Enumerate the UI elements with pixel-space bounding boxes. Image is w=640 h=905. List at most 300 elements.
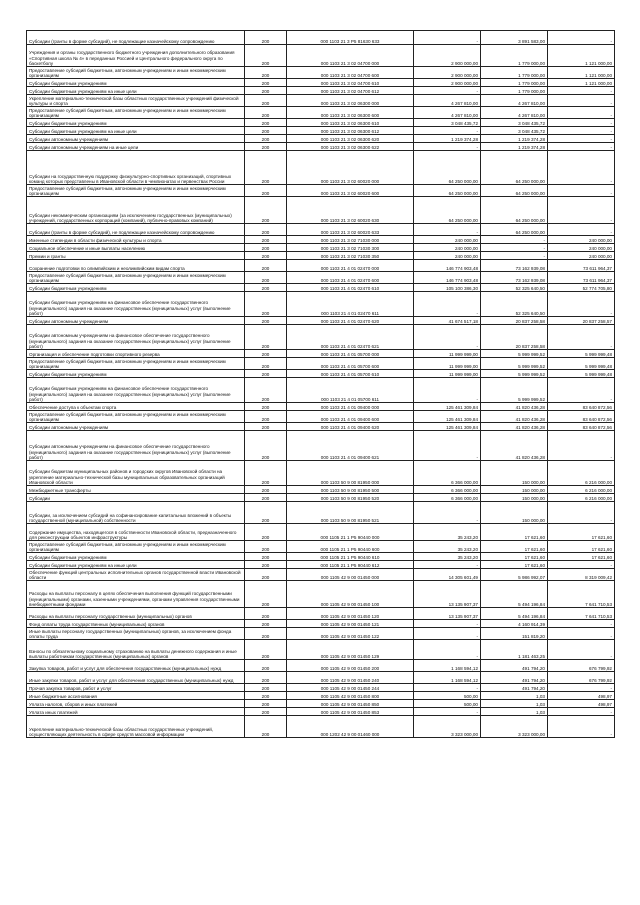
row-code-cell: 200 [245, 608, 287, 620]
table-row [27, 284, 615, 292]
row-unexecuted-amount-cell: - [548, 708, 615, 716]
row-budget-classification-cell: 000 1103 21 4 01 02470 600 [287, 272, 414, 284]
row-executed-amount-cell: 1,03 [481, 708, 548, 716]
row-budget-classification-cell: 000 1103 21 3 02 04700 610 [287, 79, 414, 87]
row-unexecuted-amount-cell: - [548, 151, 615, 185]
row-name-cell: Иные выплаты персоналу государственных (муниципальных) органов, за исключением фонда оплаты труда [27, 628, 245, 640]
row-name-cell: Субсидии бюджетным учреждениям на иные цели [27, 561, 245, 569]
row-budget-classification-cell: 000 1105 42 9 00 01450 850 [287, 700, 414, 708]
row-budget-classification-cell: 000 1103 21 4 01 02470 000 [287, 260, 414, 272]
table-row [27, 431, 615, 461]
row-code-cell: 200 [245, 716, 287, 738]
row-code-cell: 200 [245, 284, 287, 292]
table-row [27, 640, 615, 660]
row-executed-amount-cell: 52 325 640,50 [481, 292, 548, 317]
row-unexecuted-amount-cell: - [548, 684, 615, 692]
row-approved-amount-cell: - [414, 684, 481, 692]
row-code-cell: 200 [245, 87, 287, 95]
table-body [27, 31, 615, 738]
row-name-cell: Субсидии [27, 494, 245, 502]
row-budget-classification-cell: 000 1103 21 4 01 02470 621 [287, 325, 414, 350]
row-approved-amount-cell: 2 900 000,00 [414, 67, 481, 79]
row-executed-amount-cell: - [481, 244, 548, 252]
table-row [27, 672, 615, 684]
row-code-cell: 200 [245, 684, 287, 692]
row-unexecuted-amount-cell: - [548, 620, 615, 628]
row-executed-amount-cell: 73 162 939,08 [481, 272, 548, 284]
row-unexecuted-amount-cell: 83 640 872,56 [548, 423, 615, 431]
row-code-cell: 200 [245, 423, 287, 431]
row-name-cell: Субсидии автономным учреждениям на финансовое обеспечение государственного (муниципального) задания на оказание государственных (муниципальных) услуг (выполнение работ) [27, 325, 245, 350]
table-row [27, 692, 615, 700]
row-executed-amount-cell: 151 819,20 [481, 628, 548, 640]
row-unexecuted-amount-cell: 73 611 964,37 [548, 272, 615, 284]
row-unexecuted-amount-cell: 676 799,92 [548, 672, 615, 684]
row-approved-amount-cell: 500,00 [414, 700, 481, 708]
row-unexecuted-amount-cell: - [548, 431, 615, 461]
row-name-cell: Расходы на выплаты персоналу в целях обеспечения выполнения функций государственными (муниципальными) органами, казенными учреждениями, органами управления государственными внебюджетными фондами [27, 581, 245, 608]
row-budget-classification-cell: 000 1103 50 9 00 81950 521 [287, 502, 414, 524]
row-approved-amount-cell: 146 774 903,48 [414, 272, 481, 284]
row-unexecuted-amount-cell: 73 611 964,37 [548, 260, 615, 272]
row-executed-amount-cell: 5 494 196,84 [481, 608, 548, 620]
row-executed-amount-cell: 1 181 463,25 [481, 640, 548, 660]
row-name-cell: Предоставление субсидий бюджетным, автономным учреждениям и иным некоммерческим организациям [27, 107, 245, 119]
row-unexecuted-amount-cell: 5 999 999,48 [548, 350, 615, 358]
row-name-cell: Премии и гранты [27, 252, 245, 260]
row-unexecuted-amount-cell: - [548, 378, 615, 403]
row-unexecuted-amount-cell: 498,97 [548, 692, 615, 700]
row-approved-amount-cell: - [414, 620, 481, 628]
row-executed-amount-cell: 5 986 992,07 [481, 569, 548, 581]
table-row [27, 411, 615, 423]
row-name-cell: Субсидии автономным учреждениям [27, 423, 245, 431]
row-code-cell: 200 [245, 569, 287, 581]
row-executed-amount-cell: 64 250 000,00 [481, 151, 548, 185]
row-unexecuted-amount-cell: 240 000,00 [548, 252, 615, 260]
row-approved-amount-cell: 13 135 907,37 [414, 608, 481, 620]
row-approved-amount-cell: 4 267 810,00 [414, 107, 481, 119]
row-code-cell: 200 [245, 197, 287, 224]
row-approved-amount-cell: 1 168 594,12 [414, 672, 481, 684]
row-name-cell: Субсидии бюджетным учреждениям [27, 370, 245, 378]
row-approved-amount-cell: 11 999 999,00 [414, 350, 481, 358]
row-approved-amount-cell: 11 999 999,00 [414, 358, 481, 370]
row-executed-amount-cell: 41 820 436,28 [481, 411, 548, 423]
row-name-cell: Субсидии бюджетным учреждениям на финансовое обеспечение государственного (муниципального) задания на оказание государственных (муниципальных) услуг (выполнение работ) [27, 292, 245, 317]
row-executed-amount-cell: 20 837 258,58 [481, 325, 548, 350]
budget-report-sheet [26, 30, 614, 738]
row-code-cell: 200 [245, 561, 287, 569]
row-name-cell: Закупка товаров, работ и услуг для обеспечения государственных (муниципальных) нужд [27, 660, 245, 672]
row-code-cell: 200 [245, 358, 287, 370]
row-name-cell: Предоставление субсидий бюджетным, автономным учреждениям и иным некоммерческим организациям [27, 541, 245, 553]
row-approved-amount-cell: - [414, 502, 481, 524]
row-approved-amount-cell: - [414, 31, 481, 45]
table-row [27, 403, 615, 411]
row-unexecuted-amount-cell: 5 999 999,48 [548, 370, 615, 378]
row-name-cell: Субсидии бюджетным учреждениям [27, 119, 245, 127]
row-unexecuted-amount-cell: 20 837 258,57 [548, 317, 615, 325]
row-unexecuted-amount-cell: 240 000,00 [548, 244, 615, 252]
row-name-cell: Обеспечение функций центральных исполнительных органов государственной власти Ивановской области [27, 569, 245, 581]
table-row [27, 502, 615, 524]
row-executed-amount-cell: - [481, 252, 548, 260]
table-row [27, 107, 615, 119]
row-approved-amount-cell: 125 461 309,84 [414, 411, 481, 423]
row-approved-amount-cell: 1 219 374,28 [414, 135, 481, 143]
row-unexecuted-amount-cell: 240 000,00 [548, 236, 615, 244]
row-budget-classification-cell: 000 1103 21 3 02 60020 600 [287, 185, 414, 197]
row-approved-amount-cell: 240 000,00 [414, 236, 481, 244]
row-code-cell: 200 [245, 378, 287, 403]
row-name-cell: Учреждения и органы государственного бюджетного учреждения дополнительного образования «Спортивная школа № 4» в переданных Россией и Центрального федерального округа по баскетболу [27, 45, 245, 67]
row-executed-amount-cell: 41 820 436,28 [481, 403, 548, 411]
row-unexecuted-amount-cell: 1 121 000,00 [548, 45, 615, 67]
table-row [27, 358, 615, 370]
row-executed-amount-cell: 64 250 000,00 [481, 224, 548, 236]
row-budget-classification-cell: 000 1103 21 4 01 09400 620 [287, 423, 414, 431]
row-code-cell: 200 [245, 119, 287, 127]
row-unexecuted-amount-cell: - [548, 628, 615, 640]
row-executed-amount-cell: 4 160 914,39 [481, 620, 548, 628]
row-approved-amount-cell: 64 250 000,00 [414, 197, 481, 224]
row-approved-amount-cell: 2 900 000,00 [414, 45, 481, 67]
row-approved-amount-cell: 1 168 594,12 [414, 660, 481, 672]
row-name-cell: Иные закупки товаров, работ и услуг для обеспечения государственных (муниципальных) нужд [27, 672, 245, 684]
row-executed-amount-cell: 20 837 258,58 [481, 317, 548, 325]
row-code-cell: 200 [245, 581, 287, 608]
row-executed-amount-cell: 1 219 374,28 [481, 135, 548, 143]
row-executed-amount-cell: 150 000,00 [481, 502, 548, 524]
row-budget-classification-cell: 000 1103 21 3 02 06300 622 [287, 143, 414, 151]
row-name-cell: Предоставление субсидий бюджетным, автономным учреждениям и иным некоммерческим организациям [27, 67, 245, 79]
row-budget-classification-cell: 000 1105 42 9 00 01450 122 [287, 628, 414, 640]
row-code-cell: 200 [245, 260, 287, 272]
row-budget-classification-cell: 000 1105 21 1 Р5 90440 000 [287, 524, 414, 541]
row-approved-amount-cell: - [414, 628, 481, 640]
row-unexecuted-amount-cell: 52 774 705,80 [548, 284, 615, 292]
row-code-cell: 200 [245, 672, 287, 684]
row-budget-classification-cell: 000 1103 21 4 01 05700 600 [287, 358, 414, 370]
row-budget-classification-cell: 000 1105 42 9 00 01450 853 [287, 708, 414, 716]
row-code-cell: 200 [245, 486, 287, 494]
row-budget-classification-cell: 000 1105 21 1 Р5 90440 612 [287, 561, 414, 569]
table-row [27, 87, 615, 95]
row-name-cell: Иные бюджетные ассигнования [27, 692, 245, 700]
row-executed-amount-cell: 150 000,00 [481, 461, 548, 486]
table-row [27, 486, 615, 494]
table-row [27, 581, 615, 608]
row-approved-amount-cell: - [414, 325, 481, 350]
row-approved-amount-cell: 41 674 517,18 [414, 317, 481, 325]
row-budget-classification-cell: 000 1105 42 9 00 01450 800 [287, 692, 414, 700]
row-approved-amount-cell: 3 048 435,72 [414, 119, 481, 127]
table-row [27, 272, 615, 284]
row-executed-amount-cell: 5 999 999,52 [481, 350, 548, 358]
table-row [27, 494, 615, 502]
row-unexecuted-amount-cell: - [548, 185, 615, 197]
row-unexecuted-amount-cell: 676 799,92 [548, 660, 615, 672]
row-approved-amount-cell: 500,00 [414, 692, 481, 700]
row-code-cell: 200 [245, 244, 287, 252]
row-unexecuted-amount-cell: - [548, 197, 615, 224]
row-name-cell: Сохранение подготовки по олимпийским и неолимпийским видам спорта [27, 260, 245, 272]
row-approved-amount-cell: 35 243,20 [414, 553, 481, 561]
row-name-cell: Субсидии, за исключением субсидий на софинансирование капитальных вложений в объекты государственной (муниципальной) собственности [27, 502, 245, 524]
table-row [27, 127, 615, 135]
row-budget-classification-cell: 000 1105 42 9 00 01450 129 [287, 640, 414, 660]
row-budget-classification-cell: 000 1103 21 4 01 05700 610 [287, 370, 414, 378]
row-executed-amount-cell: 1 779 000,00 [481, 79, 548, 87]
table-row [27, 461, 615, 486]
row-approved-amount-cell: 14 305 601,49 [414, 569, 481, 581]
table-row [27, 67, 615, 79]
table-row [27, 541, 615, 553]
row-unexecuted-amount-cell: - [548, 107, 615, 119]
row-budget-classification-cell: 000 1103 21 4 01 09400 600 [287, 411, 414, 423]
row-name-cell: Взносы по обязательному социальному страхованию на выплаты денежного содержания и иные выплаты работникам государственных (муниципальных) органов [27, 640, 245, 660]
row-budget-classification-cell: 000 1103 21 4 01 09400 621 [287, 431, 414, 461]
row-unexecuted-amount-cell: - [548, 127, 615, 135]
row-unexecuted-amount-cell: 1 121 000,00 [548, 67, 615, 79]
table-row [27, 350, 615, 358]
row-name-cell: Субсидии бюджетным учреждениям [27, 284, 245, 292]
row-budget-classification-cell: 000 1103 21 3 Р5 81630 633 [287, 31, 414, 45]
row-budget-classification-cell: 000 1202 42 9 00 01460 000 [287, 716, 414, 738]
row-budget-classification-cell: 000 1103 21 4 01 02470 610 [287, 284, 414, 292]
row-code-cell: 200 [245, 660, 287, 672]
row-executed-amount-cell: 17 621,60 [481, 561, 548, 569]
row-budget-classification-cell: 000 1103 21 3 02 06300 000 [287, 95, 414, 107]
row-executed-amount-cell: 1,03 [481, 700, 548, 708]
row-name-cell: Субсидии (гранты в форме субсидий), не подлежащие казначейскому сопровождению [27, 224, 245, 236]
row-name-cell: Прочая закупка товаров, работ и услуг [27, 684, 245, 692]
row-executed-amount-cell: 5 494 196,84 [481, 581, 548, 608]
row-code-cell: 200 [245, 524, 287, 541]
row-budget-classification-cell: 000 1103 21 3 02 60020 630 [287, 197, 414, 224]
row-executed-amount-cell: 491 794,20 [481, 660, 548, 672]
row-executed-amount-cell: 1 219 374,28 [481, 143, 548, 151]
row-executed-amount-cell: 4 267 810,00 [481, 95, 548, 107]
row-code-cell: 200 [245, 107, 287, 119]
row-unexecuted-amount-cell: - [548, 325, 615, 350]
row-executed-amount-cell: 3 048 435,72 [481, 127, 548, 135]
row-executed-amount-cell: 3 323 000,00 [481, 716, 548, 738]
row-name-cell: Субсидии автономным учреждениям [27, 317, 245, 325]
table-row [27, 45, 615, 67]
row-unexecuted-amount-cell: - [548, 95, 615, 107]
row-code-cell: 200 [245, 292, 287, 317]
row-approved-amount-cell: 6 366 000,00 [414, 494, 481, 502]
row-executed-amount-cell: 41 820 436,28 [481, 423, 548, 431]
row-unexecuted-amount-cell: 7 641 710,53 [548, 581, 615, 608]
row-budget-classification-cell: 000 1105 42 9 00 01450 100 [287, 581, 414, 608]
row-unexecuted-amount-cell: 17 621,60 [548, 541, 615, 553]
table-row [27, 684, 615, 692]
row-code-cell: 200 [245, 640, 287, 660]
table-row [27, 569, 615, 581]
row-code-cell: 200 [245, 350, 287, 358]
row-code-cell: 200 [245, 370, 287, 378]
row-executed-amount-cell: 1 779 000,00 [481, 67, 548, 79]
table-row [27, 370, 615, 378]
row-budget-classification-cell: 000 1103 21 3 02 60020 633 [287, 224, 414, 236]
row-budget-classification-cell: 000 1103 21 3 02 06300 600 [287, 107, 414, 119]
row-approved-amount-cell: - [414, 561, 481, 569]
row-executed-amount-cell: 5 999 999,52 [481, 358, 548, 370]
row-code-cell: 200 [245, 403, 287, 411]
table-row [27, 119, 615, 127]
table-row [27, 236, 615, 244]
row-unexecuted-amount-cell: - [548, 640, 615, 660]
row-budget-classification-cell: 000 1103 21 3 02 71030 300 [287, 244, 414, 252]
table-row [27, 660, 615, 672]
table-row [27, 553, 615, 561]
table-row [27, 628, 615, 640]
row-approved-amount-cell: - [414, 640, 481, 660]
row-unexecuted-amount-cell: 6 216 000,00 [548, 494, 615, 502]
row-executed-amount-cell: 5 999 999,52 [481, 370, 548, 378]
row-unexecuted-amount-cell: 83 640 872,56 [548, 411, 615, 423]
row-executed-amount-cell: 17 621,60 [481, 553, 548, 561]
row-budget-classification-cell: 000 1103 21 3 02 04700 612 [287, 87, 414, 95]
row-executed-amount-cell: 17 621,60 [481, 541, 548, 553]
row-approved-amount-cell: 125 461 309,84 [414, 403, 481, 411]
row-code-cell: 200 [245, 494, 287, 502]
row-unexecuted-amount-cell: 1 121 000,00 [548, 79, 615, 87]
row-unexecuted-amount-cell: 17 621,60 [548, 553, 615, 561]
row-approved-amount-cell: 35 243,20 [414, 524, 481, 541]
row-budget-classification-cell: 000 1103 21 3 02 04700 000 [287, 45, 414, 67]
table-row [27, 252, 615, 260]
row-code-cell: 200 [245, 502, 287, 524]
row-executed-amount-cell: 150 000,00 [481, 494, 548, 502]
row-code-cell: 200 [245, 79, 287, 87]
row-approved-amount-cell: - [414, 292, 481, 317]
row-unexecuted-amount-cell: - [548, 224, 615, 236]
row-executed-amount-cell: 4 267 810,00 [481, 107, 548, 119]
row-approved-amount-cell: 3 323 000,00 [414, 716, 481, 738]
row-code-cell: 200 [245, 272, 287, 284]
row-approved-amount-cell: - [414, 127, 481, 135]
row-budget-classification-cell: 000 1105 42 9 00 01450 240 [287, 672, 414, 684]
row-approved-amount-cell: - [414, 224, 481, 236]
row-code-cell: 200 [245, 135, 287, 143]
row-name-cell: Субсидии бюджетным учреждениям на финансовое обеспечение государственного (муниципального) задания на оказание государственных (муниципальных) услуг (выполнение работ) [27, 378, 245, 403]
budget-execution-table [26, 30, 615, 738]
row-approved-amount-cell: 11 999 999,00 [414, 370, 481, 378]
table-row [27, 708, 615, 716]
row-name-cell: Укрепление материально-технической базы областных государственных учреждений физической культуры и спорта [27, 95, 245, 107]
table-row [27, 31, 615, 45]
row-executed-amount-cell: 3 891 583,00 [481, 31, 548, 45]
row-budget-classification-cell: 000 1105 42 9 00 01450 121 [287, 620, 414, 628]
row-unexecuted-amount-cell: 7 641 710,53 [548, 608, 615, 620]
row-executed-amount-cell: 1,03 [481, 692, 548, 700]
row-name-cell: Предоставление субсидий бюджетным, автономным учреждениям и иным некоммерческим организациям [27, 185, 245, 197]
row-code-cell: 200 [245, 700, 287, 708]
row-code-cell: 200 [245, 127, 287, 135]
row-budget-classification-cell: 000 1103 50 9 00 81950 500 [287, 486, 414, 494]
row-budget-classification-cell: 000 1103 21 4 01 02470 611 [287, 292, 414, 317]
table-row [27, 524, 615, 541]
row-name-cell: Субсидии бюджетным учреждениям [27, 79, 245, 87]
row-name-cell: Обеспечение доступа к объектам спорта [27, 403, 245, 411]
row-approved-amount-cell: - [414, 378, 481, 403]
row-name-cell: Фонд оплаты труда государственных (муниципальных) органов [27, 620, 245, 628]
row-approved-amount-cell: 146 774 903,48 [414, 260, 481, 272]
table-row [27, 244, 615, 252]
row-code-cell: 200 [245, 620, 287, 628]
row-approved-amount-cell: 125 461 309,84 [414, 423, 481, 431]
row-approved-amount-cell: - [414, 708, 481, 716]
row-budget-classification-cell: 000 1103 21 3 02 04700 600 [287, 67, 414, 79]
row-executed-amount-cell: 52 325 640,50 [481, 284, 548, 292]
row-approved-amount-cell: 2 900 000,00 [414, 79, 481, 87]
row-name-cell: Предоставление субсидий бюджетным, автономным учреждениям и иным некоммерческим организациям [27, 411, 245, 423]
row-code-cell: 200 [245, 411, 287, 423]
row-code-cell: 200 [245, 31, 287, 45]
row-executed-amount-cell: 5 999 999,52 [481, 378, 548, 403]
row-budget-classification-cell: 000 1105 42 9 00 01450 200 [287, 660, 414, 672]
row-code-cell: 200 [245, 461, 287, 486]
row-budget-classification-cell: 000 1103 21 3 02 06300 610 [287, 119, 414, 127]
row-approved-amount-cell: - [414, 87, 481, 95]
table-row [27, 260, 615, 272]
row-unexecuted-amount-cell: 5 999 999,48 [548, 358, 615, 370]
row-name-cell: Укрепление материально-технической базы областных государственных учреждений, осуществляющих деятельность в сфере средств массовой информации [27, 716, 245, 738]
row-unexecuted-amount-cell: 17 621,60 [548, 524, 615, 541]
table-row [27, 378, 615, 403]
row-budget-classification-cell: 000 1105 42 9 00 01450 120 [287, 608, 414, 620]
table-row [27, 700, 615, 708]
row-name-cell: Субсидии (гранты в форме субсидий), не подлежащие казначейскому сопровождению [27, 31, 245, 45]
row-unexecuted-amount-cell: 8 319 009,42 [548, 569, 615, 581]
row-unexecuted-amount-cell: - [548, 502, 615, 524]
row-unexecuted-amount-cell: 498,97 [548, 700, 615, 708]
row-approved-amount-cell: 105 100 386,30 [414, 284, 481, 292]
row-approved-amount-cell: 4 267 810,00 [414, 95, 481, 107]
row-budget-classification-cell: 000 1105 42 9 00 01450 244 [287, 684, 414, 692]
row-code-cell: 200 [245, 252, 287, 260]
row-approved-amount-cell: 64 250 000,00 [414, 185, 481, 197]
table-row [27, 561, 615, 569]
row-name-cell: Содержание имущества, находящегося в собственности Ивановской области, предназначенного для реконструкции объектов инфраструктуры [27, 524, 245, 541]
row-name-cell: Субсидии некоммерческим организациям (за исключением государственных (муниципальных) учреждений, государственных корпораций (компаний), публично-правовых компаний) [27, 197, 245, 224]
table-row [27, 185, 615, 197]
row-executed-amount-cell: 150 000,00 [481, 486, 548, 494]
row-executed-amount-cell: 1 779 000,00 [481, 87, 548, 95]
row-budget-classification-cell: 000 1103 21 3 02 06300 620 [287, 135, 414, 143]
table-row [27, 716, 615, 738]
row-name-cell: Организация и обеспечение подготовки спортивного резерва [27, 350, 245, 358]
row-budget-classification-cell: 000 1105 21 1 Р5 90440 610 [287, 553, 414, 561]
row-budget-classification-cell: 000 1105 42 9 00 01450 000 [287, 569, 414, 581]
row-budget-classification-cell: 000 1103 21 3 02 60020 000 [287, 151, 414, 185]
row-code-cell: 200 [245, 553, 287, 561]
row-name-cell: Предоставление субсидий бюджетным, автономным учреждениям и иным некоммерческим организациям [27, 358, 245, 370]
row-budget-classification-cell: 000 1103 50 9 00 81950 520 [287, 494, 414, 502]
row-name-cell: Социальное обеспечение и иные выплаты населению [27, 244, 245, 252]
table-row [27, 95, 615, 107]
row-code-cell: 200 [245, 95, 287, 107]
row-executed-amount-cell: - [481, 236, 548, 244]
row-budget-classification-cell: 000 1103 21 3 02 71030 000 [287, 236, 414, 244]
row-unexecuted-amount-cell: 6 216 000,00 [548, 486, 615, 494]
row-executed-amount-cell: 1 779 000,00 [481, 45, 548, 67]
row-code-cell: 200 [245, 45, 287, 67]
